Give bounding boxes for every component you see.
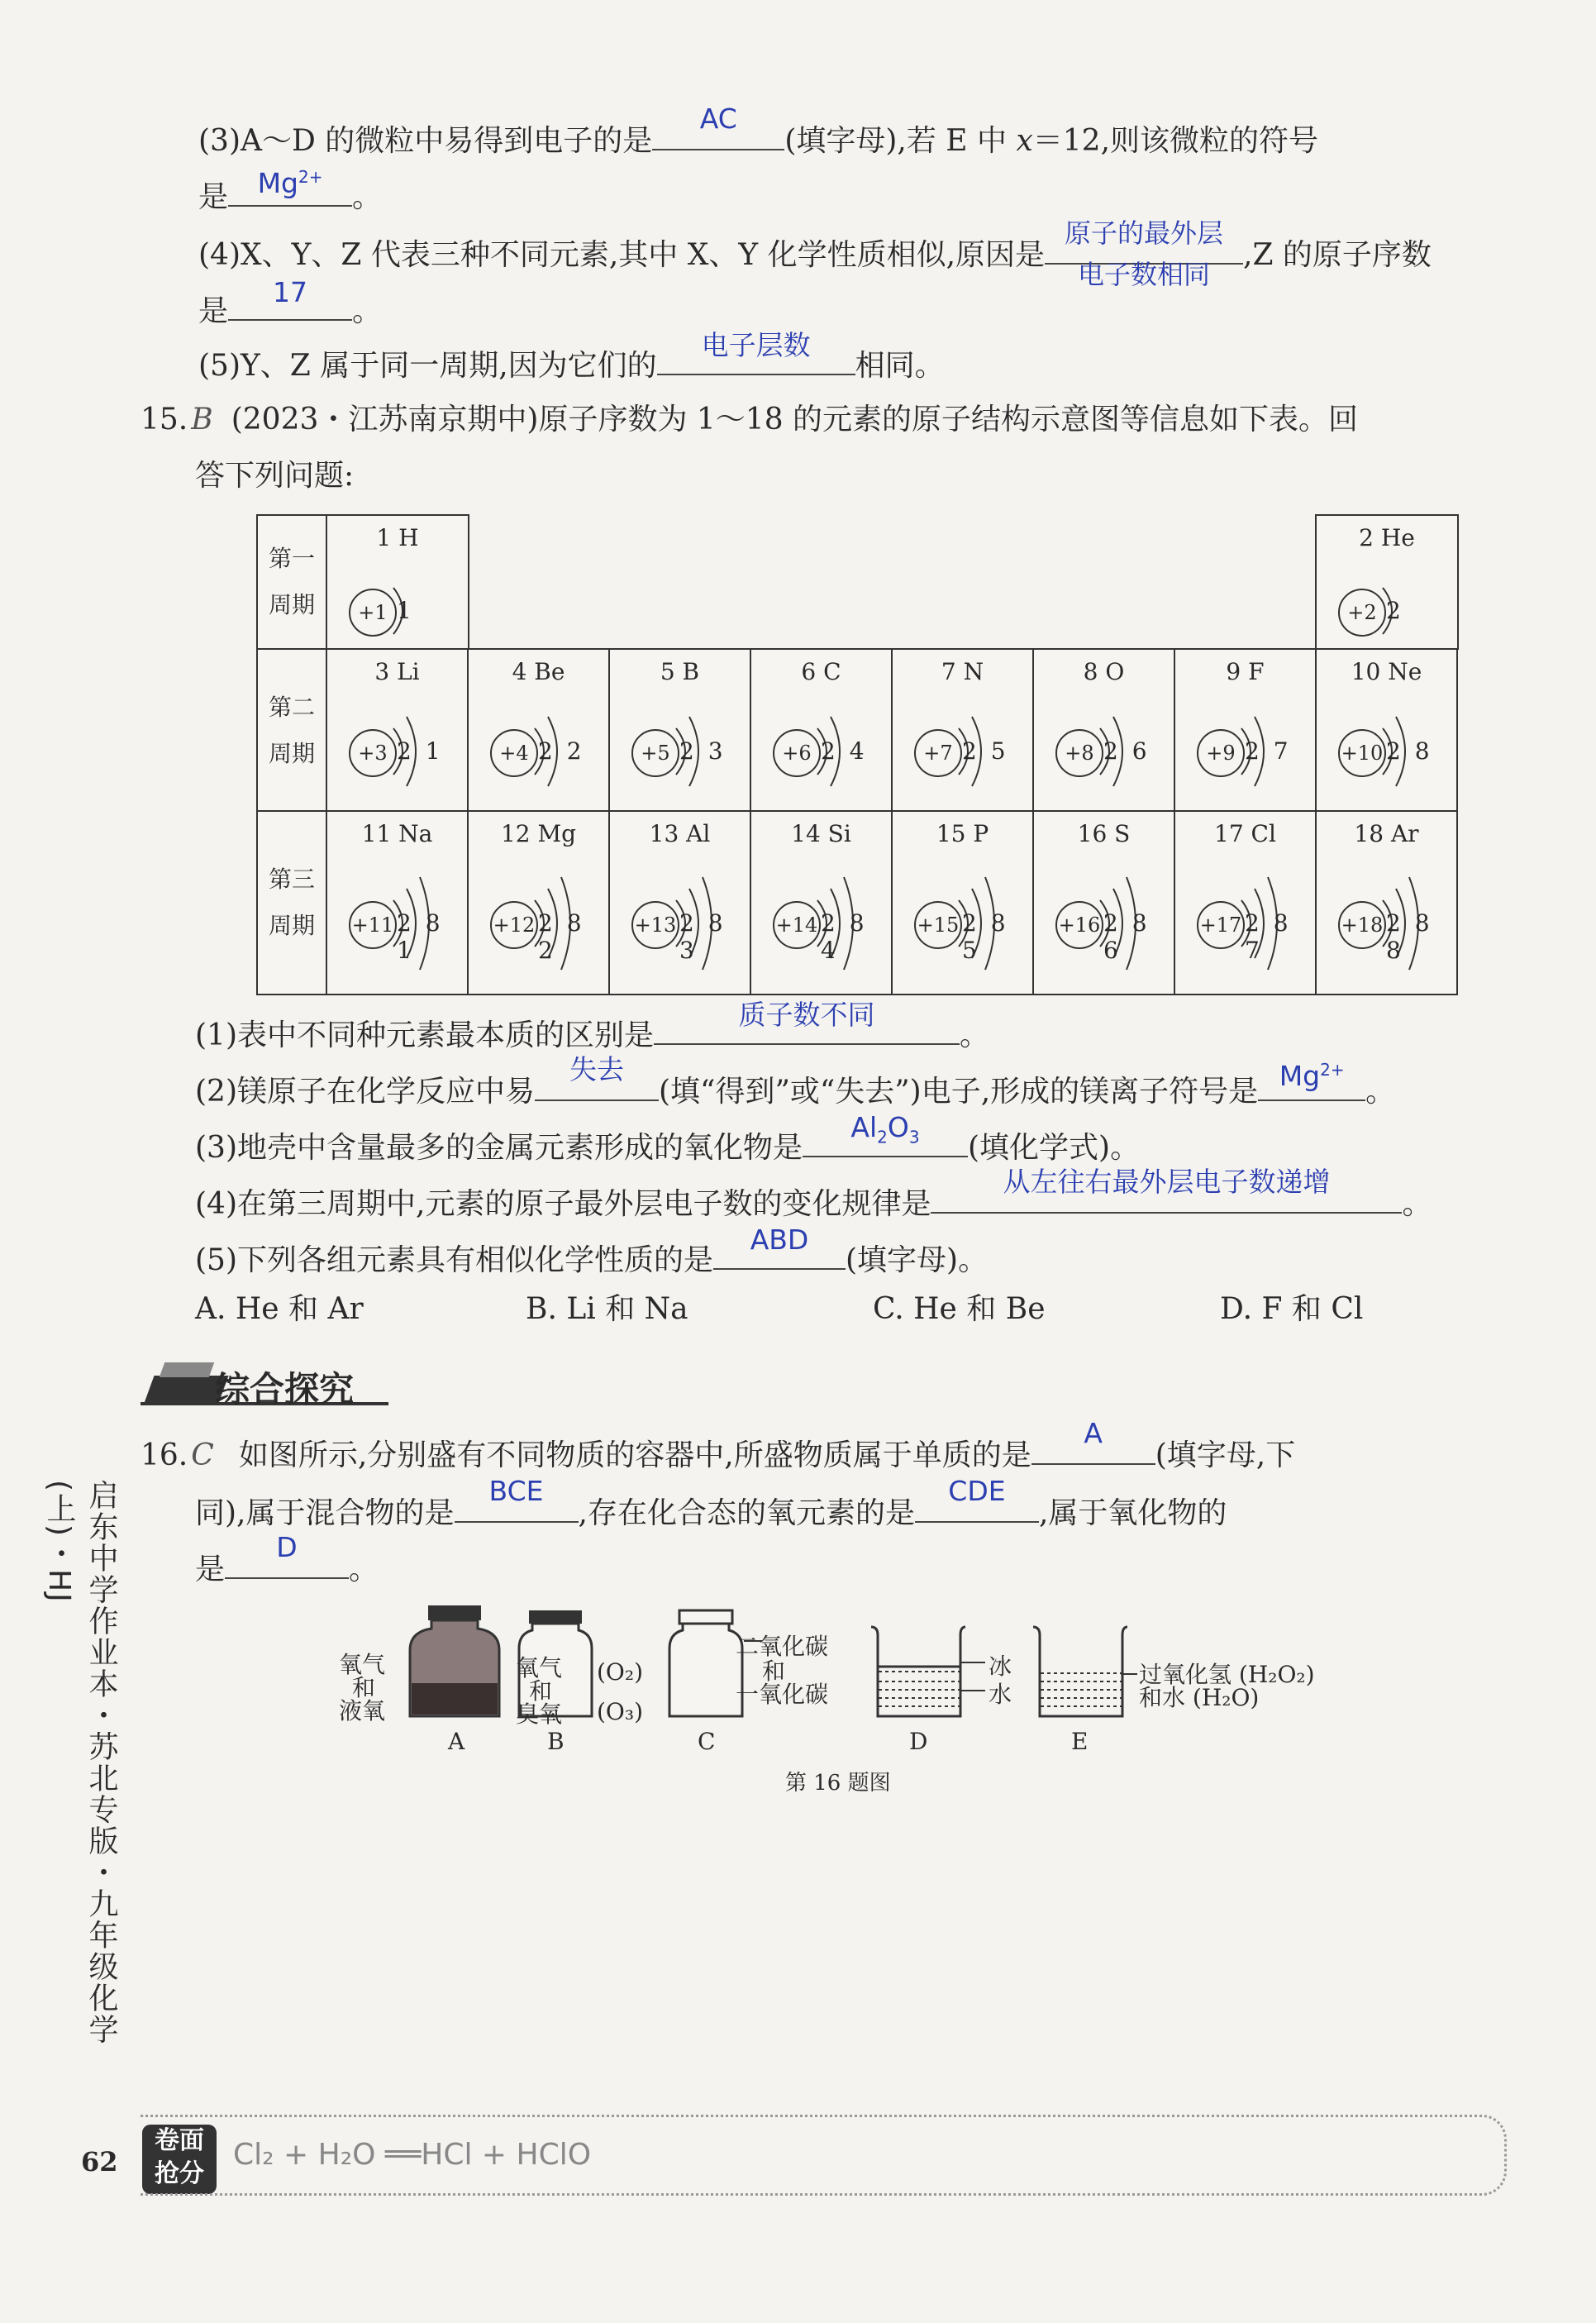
answer-blank[interactable] — [803, 1111, 968, 1157]
element-cell-ne — [1315, 648, 1458, 812]
nucleus-circle: +14 — [773, 901, 821, 949]
handwritten-answer — [803, 1113, 968, 1152]
electron-shell-arcs — [950, 650, 1041, 813]
q14-part3-text-b: (填字母),若 E 中 — [784, 124, 1008, 158]
nucleus-circle: +18 — [1338, 901, 1386, 949]
q14-part3-line2 — [198, 167, 383, 217]
handwritten-answer-line1: 原子的最外层 — [1065, 217, 1224, 249]
element-name: 12 Mg — [500, 820, 577, 847]
handwritten-answer: D — [276, 1531, 298, 1563]
fig-c-label1: 二氧化碳 — [736, 1633, 829, 1660]
q16-text-b: (填字母,下 — [1155, 1438, 1296, 1472]
q15-stem-text: (2023・江苏南京期中)原子序数为 1～18 的元素的原子结构示意图等信息如下表。回 — [231, 403, 1359, 436]
electron-shell-arcs — [950, 812, 1041, 997]
nucleus-circle: +4 — [490, 729, 538, 777]
electron-counts: 2 8 5 — [962, 909, 1009, 964]
q16-text-c: 同),属于混合物的是 — [195, 1496, 455, 1530]
element-cell-p — [891, 810, 1034, 995]
q15-stem-text2: 答下列问题: — [195, 459, 355, 493]
answer-blank[interactable] — [931, 1166, 1402, 1214]
fig-b-label2: 和 — [529, 1677, 553, 1705]
q15-part3-text-b: (填化学式)。 — [968, 1131, 1141, 1165]
fig-e-label1: 过氧化氢 (H₂O₂) — [1139, 1661, 1315, 1688]
element-cell-ar — [1315, 810, 1458, 995]
period-label-text: 周期 — [268, 740, 315, 767]
q15-part5-text-b: (填字母)。 — [846, 1243, 989, 1277]
fig-a-caption: A — [448, 1728, 465, 1755]
period-label-1 — [256, 514, 327, 650]
answer-blank[interactable] — [1031, 1417, 1155, 1465]
container-d-beaker — [868, 1624, 967, 1720]
answer-part: Al — [850, 1111, 878, 1143]
periodic-table — [256, 514, 1455, 994]
electron-shell-arcs — [385, 516, 476, 651]
electron-counts: 2 8 2 — [538, 909, 585, 964]
nucleus-circle: +8 — [1055, 729, 1103, 777]
element-cell-h — [326, 514, 469, 650]
handwritten-answer: 质子数不同 — [738, 999, 875, 1031]
section-title: 综合探究 — [215, 1369, 355, 1410]
handwritten-answer-line2: 电子数相同 — [1078, 259, 1211, 290]
fig-b-label1: 氧气 — [516, 1654, 563, 1681]
q14-part4-text-c: 是 — [198, 294, 229, 328]
answer-blank[interactable] — [535, 1053, 659, 1101]
electron-shell-arcs — [385, 650, 476, 813]
period-label-text: 周期 — [268, 912, 315, 939]
element-cell-na — [326, 810, 469, 995]
handwritten-answer: 17 — [273, 276, 308, 308]
electron-counts: 2 5 — [962, 737, 1009, 765]
electron-counts: 2 8 3 — [679, 909, 727, 964]
electron-counts: 2 4 — [821, 737, 868, 765]
electron-shell-arcs — [668, 812, 759, 997]
element-name: 5 B — [660, 658, 700, 685]
q14-part5 — [198, 329, 945, 386]
q15-part5-text: (5)下列各组元素具有相似化学性质的是 — [195, 1243, 713, 1277]
q14-part5-text-b: 相同。 — [855, 349, 945, 383]
element-name: 8 O — [1083, 658, 1125, 685]
element-name: 10 Ne — [1351, 658, 1422, 685]
electron-shell-arcs — [809, 650, 900, 813]
answer-part: O — [887, 1111, 909, 1143]
element-name: 3 Li — [374, 658, 420, 685]
q14-part3-line1 — [198, 103, 1319, 161]
fig-a-label3: 液氧 — [339, 1697, 386, 1724]
q14-part5-text: (5)Y、Z 属于同一周期,因为它们的 — [198, 349, 657, 383]
q15-part2-text-b: (填“得到”或“失去”)电子,形成的镁离子符号是 — [659, 1075, 1259, 1109]
element-cell-o — [1032, 648, 1175, 812]
handwritten-answer: 失去 — [569, 1053, 624, 1085]
electron-shell-arcs — [1374, 812, 1465, 997]
element-cell-al — [608, 810, 751, 995]
question-number: 15. — [141, 403, 188, 436]
answer-blank[interactable] — [657, 329, 855, 375]
period-label-text: 第二 — [268, 694, 315, 721]
punct: 。 — [352, 180, 383, 214]
electron-counts: 2 8 1 — [397, 909, 444, 964]
fig-b-caption: B — [547, 1728, 565, 1755]
electron-shell-arcs — [385, 812, 476, 997]
answer-superscript: 2+ — [1320, 1060, 1345, 1080]
electron-shell-arcs — [1233, 650, 1324, 813]
q16-text: 如图所示,分别盛有不同物质的容器中,所盛物质属于单质的是 — [238, 1438, 1031, 1472]
element-name: 9 F — [1226, 658, 1265, 685]
nucleus-circle: +16 — [1055, 901, 1103, 949]
fig-b-formula2: (O₃) — [597, 1698, 644, 1725]
q16-text-e: ,属于氧化物的 — [1038, 1496, 1227, 1530]
q15-part3 — [195, 1111, 1141, 1168]
punct: 。 — [352, 294, 383, 328]
answer-blank[interactable] — [228, 276, 352, 321]
container-e-beaker — [1030, 1624, 1129, 1720]
option-b[interactable]: B. Li 和 Na — [526, 1292, 688, 1326]
fig-d-caption: D — [909, 1728, 928, 1755]
q14-part3-text: (3)A～D 的微粒中易得到电子的是 — [198, 124, 653, 158]
nucleus-circle: +11 — [349, 901, 397, 949]
q15-part1 — [195, 999, 990, 1056]
section-header-stripe — [160, 1362, 215, 1377]
answer-blank[interactable] — [654, 999, 960, 1045]
element-name: 4 Be — [512, 658, 565, 685]
nucleus-circle: +7 — [914, 729, 962, 777]
nucleus-circle: +1 — [349, 589, 397, 637]
electron-counts: 2 8 — [1386, 737, 1433, 765]
answer-base: Mg — [257, 167, 298, 199]
element-cell-he — [1315, 514, 1459, 650]
q16-line2 — [195, 1475, 1227, 1534]
footer-badge-line2: 抢分 — [155, 2159, 204, 2188]
handwritten-answer: 电子层数 — [701, 329, 811, 361]
q16-line1 — [141, 1417, 1296, 1476]
punct: 。 — [960, 1018, 990, 1052]
q15-stem-line1 — [141, 400, 1358, 440]
handwritten-answer: CDE — [948, 1475, 1006, 1507]
element-cell-f — [1174, 648, 1317, 812]
electron-counts: 2 1 — [397, 737, 444, 765]
electron-counts: 1 — [397, 597, 415, 624]
fig-d-label1: 冰 — [989, 1653, 1012, 1680]
answer-blank[interactable] — [915, 1475, 1039, 1523]
answer-blank[interactable] — [713, 1224, 846, 1270]
difficulty-level: C — [191, 1438, 214, 1472]
answer-subscript: 2 — [877, 1127, 888, 1147]
footer-badge-line1: 卷面 — [155, 2126, 204, 2155]
element-cell-cl — [1174, 810, 1317, 995]
answer-blank[interactable] — [455, 1475, 579, 1523]
fig-a-label2: 和 — [352, 1674, 376, 1701]
punct: 。 — [349, 1553, 379, 1586]
handwritten-answer: BCE — [488, 1475, 544, 1507]
punct: 。 — [1402, 1187, 1432, 1221]
period-label-3 — [256, 810, 327, 995]
element-name: 1 H — [376, 524, 419, 551]
element-name: 14 Si — [791, 820, 851, 847]
q15-part5 — [195, 1224, 989, 1281]
period-label-text: 周期 — [268, 591, 315, 618]
option-d[interactable]: D. F 和 Cl — [1220, 1292, 1364, 1326]
nucleus-circle: +2 — [1338, 589, 1386, 637]
figure-caption: 第 16 题图 — [785, 1771, 891, 1796]
element-name: 7 N — [941, 658, 984, 685]
q16-line3 — [195, 1531, 379, 1590]
electron-shell-arcs — [1092, 650, 1183, 813]
fig-b-formula1: (O₂) — [597, 1658, 644, 1686]
punct: 。 — [1365, 1075, 1396, 1109]
electron-shell-arcs — [526, 812, 617, 997]
element-cell-b — [608, 648, 751, 812]
option-c[interactable]: C. He 和 Be — [873, 1292, 1046, 1326]
q15-part1-text: (1)表中不同种元素最本质的区别是 — [195, 1018, 654, 1052]
q14-part4-line2 — [198, 276, 383, 332]
q14-part3-text-d: 是 — [198, 180, 229, 214]
element-cell-n — [891, 648, 1034, 812]
table-gap-border — [468, 648, 1316, 650]
fig-c-label3: 一氧化碳 — [736, 1681, 829, 1708]
electron-counts: 2 8 4 — [821, 909, 868, 964]
element-name: 15 P — [936, 820, 989, 847]
electron-shell-arcs — [1374, 516, 1465, 651]
figure-16 — [331, 1604, 1364, 1802]
option-a[interactable]: A. He 和 Ar — [195, 1292, 364, 1326]
fig-b-label3: 臭氧 — [516, 1701, 563, 1728]
q14-part3-text-c: ＝12,则该微粒的符号 — [1032, 124, 1319, 158]
element-cell-li — [326, 648, 469, 812]
nucleus-circle: +15 — [914, 901, 962, 949]
element-cell-si — [750, 810, 893, 995]
nucleus-circle: +5 — [631, 729, 679, 777]
side-book-title: 启东中学作业本・苏北专版・九年级化学(上)・HJ — [42, 1480, 118, 2045]
page-number: 62 — [81, 2146, 118, 2178]
electron-shell-arcs — [809, 812, 900, 997]
period-label-text: 第三 — [268, 866, 315, 893]
electron-counts: 2 8 7 — [1245, 909, 1292, 964]
answer-subscript: 3 — [908, 1127, 920, 1147]
element-name: 2 He — [1359, 524, 1415, 551]
period-label-2 — [256, 648, 327, 812]
q14-part4-line1 — [198, 217, 1432, 290]
fig-c-caption: C — [698, 1728, 716, 1755]
electron-shell-arcs — [526, 650, 617, 813]
q15-stem-line2 — [195, 456, 354, 496]
q14-part4-text-b: ,Z 的原子序数 — [1243, 238, 1432, 272]
element-name: 11 Na — [361, 820, 433, 847]
q15-part2-text: (2)镁原子在化学反应中易 — [195, 1075, 535, 1109]
q14-part4-text: (4)X、Y、Z 代表三种不同元素,其中 X、Y 化学性质相似,原因是 — [198, 238, 1046, 272]
element-cell-s — [1032, 810, 1175, 995]
electron-shell-arcs — [668, 650, 759, 813]
variable-x: x — [1016, 124, 1033, 158]
handwritten-answer: AC — [699, 103, 737, 135]
electron-shell-arcs — [1374, 650, 1465, 813]
q16-text-d: ,存在化合态的氧元素的是 — [578, 1496, 915, 1530]
handwritten-answer — [228, 162, 352, 198]
q15-part3-text: (3)地壳中含量最多的金属元素形成的氧化物是 — [195, 1131, 803, 1165]
container-c-bottle — [665, 1609, 747, 1720]
nucleus-circle: +10 — [1338, 729, 1386, 777]
nucleus-circle: +6 — [773, 729, 821, 777]
electron-counts: 2 — [1386, 597, 1404, 624]
answer-blank[interactable] — [225, 1531, 349, 1579]
fig-e-pointer — [1121, 1673, 1137, 1675]
element-cell-be — [467, 648, 610, 812]
element-name: 16 S — [1077, 820, 1131, 847]
nucleus-circle: +3 — [349, 729, 397, 777]
question-number: 16. — [141, 1438, 188, 1472]
answer-blank[interactable] — [652, 103, 784, 150]
element-cell-mg — [467, 810, 610, 995]
q15-part4-text: (4)在第三周期中,元素的原子最外层电子数的变化规律是 — [195, 1187, 931, 1221]
period-label-text: 第一 — [268, 545, 315, 572]
nucleus-circle: +9 — [1197, 729, 1245, 777]
footer-formula: Cl₂ + H₂O ══HCl + HClO — [233, 2138, 592, 2172]
nucleus-circle: +13 — [631, 901, 679, 949]
answer-blank[interactable] — [1045, 217, 1243, 290]
electron-shell-arcs — [1233, 812, 1324, 997]
electron-counts: 2 8 6 — [1103, 909, 1151, 964]
q15-part2 — [195, 1053, 1396, 1112]
fig-e-label2: 和水 (H₂O) — [1139, 1684, 1260, 1711]
element-name: 18 Ar — [1354, 820, 1419, 847]
electron-counts: 2 7 — [1245, 737, 1292, 765]
fig-d-label2: 水 — [989, 1681, 1012, 1708]
handwritten-answer: A — [1084, 1417, 1103, 1449]
electron-counts: 2 3 — [679, 737, 727, 765]
q15-part4 — [195, 1166, 1432, 1224]
answer-blank[interactable] — [1258, 1060, 1365, 1101]
section-header — [141, 1356, 388, 1414]
answer-blank[interactable] — [228, 167, 352, 207]
handwritten-answer — [1258, 1055, 1365, 1091]
element-name: 13 Al — [649, 820, 711, 847]
element-cell-c — [750, 648, 893, 812]
electron-counts: 2 2 — [538, 737, 585, 765]
electron-counts: 2 8 8 — [1386, 909, 1433, 964]
nucleus-circle: +17 — [1197, 901, 1245, 949]
handwritten-answer: ABD — [750, 1224, 809, 1256]
fig-c-label2: 和 — [762, 1658, 786, 1685]
element-name: 6 C — [801, 658, 841, 685]
electron-shell-arcs — [1092, 812, 1183, 997]
q16-text-f: 是 — [195, 1553, 226, 1586]
electron-counts: 2 6 — [1103, 737, 1151, 765]
element-name: 17 Cl — [1214, 820, 1276, 847]
fig-d-pointer1 — [960, 1662, 985, 1663]
difficulty-level: B — [191, 403, 213, 436]
fig-a-label1: 氧气 — [339, 1651, 386, 1678]
fig-e-caption: E — [1071, 1728, 1089, 1755]
nucleus-circle: +12 — [490, 901, 538, 949]
answer-superscript: 2+ — [298, 167, 323, 187]
answer-base: Mg — [1279, 1060, 1321, 1092]
handwritten-answer: 从左往右最外层电子数递增 — [1003, 1166, 1331, 1198]
fig-d-pointer2 — [960, 1690, 985, 1691]
container-a-bottle — [405, 1604, 504, 1720]
